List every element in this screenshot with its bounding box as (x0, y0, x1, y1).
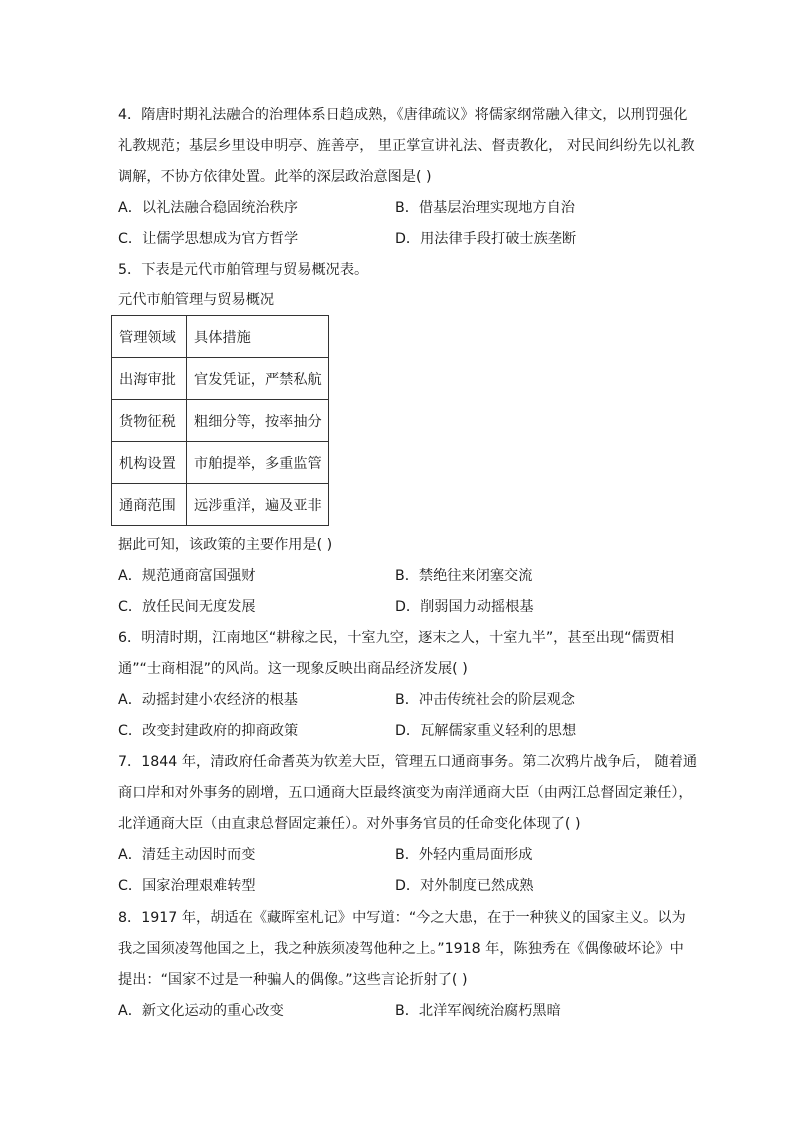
q7-option-c: C．国家治理艰难转型 (118, 878, 256, 894)
q8-option-a: A．新文化运动的重心改变 (118, 1003, 284, 1019)
q5-option-c: C．放任民间无度发展 (118, 599, 256, 615)
q8-option-b: B．北洋军阀统治腐朽黑暗 (395, 1003, 561, 1019)
q5-question: 据此可知，该政策的主要作用是( ) (118, 537, 333, 553)
q8-stem-line-2: 我之国须凌驾他国之上，我之种族须凌驾他种之上。”1918 年，陈独秀在《偶像破坏论》中 (118, 941, 684, 957)
q6-option-d: D．瓦解儒家重义轻利的思想 (395, 723, 577, 739)
trade-table (111, 315, 329, 526)
q5-option-b: B．禁绝往来闭塞交流 (395, 568, 533, 584)
table-row (112, 400, 329, 442)
q8-stem-line-3: 提出：“国家不过是一种骗人的偶像。”这些言论折射了( ) (118, 972, 468, 988)
q7-option-d: D．对外制度已然成熟 (395, 878, 534, 894)
q7-stem-line-3: 北洋通商大臣（由直隶总督固定兼任）。对外事务官员的任命变化体现了( ) (118, 816, 581, 832)
table-cell: 通商范围 (112, 484, 187, 526)
q5-option-a: A．规范通商富国强财 (118, 568, 256, 584)
q6-option-b: B．冲击传统社会的阶层观念 (395, 692, 575, 708)
table-cell: 出海审批 (112, 358, 187, 400)
q5-stem: 5．下表是元代市舶管理与贸易概况表。 (118, 262, 369, 278)
q4-stem-line-2: 礼教规范；基层乡里设申明亭、旌善亭， 里正掌宣讲礼法、督责教化， 对民间纠纷先以礼教 (118, 138, 695, 154)
q7-stem-line-1: 7．1844 年，清政府任命耆英为钦差大臣，管理五口通商事务。第二次鸦片战争后， 随着通 (118, 754, 698, 770)
table-cell: 货物征税 (112, 400, 187, 442)
q7-option-b: B．外轻内重局面形成 (395, 847, 533, 863)
q6-stem-line-2: 通”“士商相混”的风尚。这一现象反映出商品经济发展( ) (118, 661, 468, 677)
table-cell: 官发凭证，严禁私航 (187, 358, 329, 400)
q8-stem-line-1: 8．1917 年，胡适在《藏晖室札记》中写道：“今之大患，在于一种狭义的国家主义。以为 (118, 910, 686, 926)
q6-option-c: C．改变封建政府的抑商政策 (118, 723, 299, 739)
table-header-cell: 具体措施 (187, 316, 329, 358)
q4-option-d: D．用法律手段打破士族垄断 (395, 231, 577, 247)
table-cell: 市舶提举，多重监管 (187, 442, 329, 484)
q6-stem-line-1: 6．明清时期，江南地区“耕稼之民，十室九空，逐末之人，十室九半”，甚至出现“儒贾相 (118, 630, 675, 646)
table-row (112, 442, 329, 484)
table-cell: 粗细分等，按率抽分 (187, 400, 329, 442)
q4-option-b: B．借基层治理实现地方自治 (395, 200, 575, 216)
q4-stem-line-3: 调解，不协方依律处置。此举的深层政治意图是( ) (118, 169, 432, 185)
table-cell: 远涉重洋，遍及亚非 (187, 484, 329, 526)
q4-stem-line-1: 4．隋唐时期礼法融合的治理体系日趋成熟，《唐律疏议》将儒家纲常融入律文，以刑罚强化 (118, 107, 688, 123)
q4-option-c: C．让儒学思想成为官方哲学 (118, 231, 299, 247)
table-cell: 机构设置 (112, 442, 187, 484)
q6-option-a: A．动摇封建小农经济的根基 (118, 692, 298, 708)
q5-table-title: 元代市舶管理与贸易概况 (118, 292, 275, 308)
table-row (112, 358, 329, 400)
q7-stem-line-2: 商口岸和对外事务的剧增，五口通商大臣最终演变为南洋通商大臣（由两江总督固定兼任）， (118, 785, 693, 801)
q5-option-d: D．削弱国力动摇根基 (395, 599, 534, 615)
table-header-cell: 管理领域 (112, 316, 187, 358)
q7-option-a: A．清廷主动因时而变 (118, 847, 256, 863)
table-row (112, 484, 329, 526)
q4-option-a: A．以礼法融合稳固统治秩序 (118, 200, 298, 216)
table-header-row (112, 316, 329, 358)
